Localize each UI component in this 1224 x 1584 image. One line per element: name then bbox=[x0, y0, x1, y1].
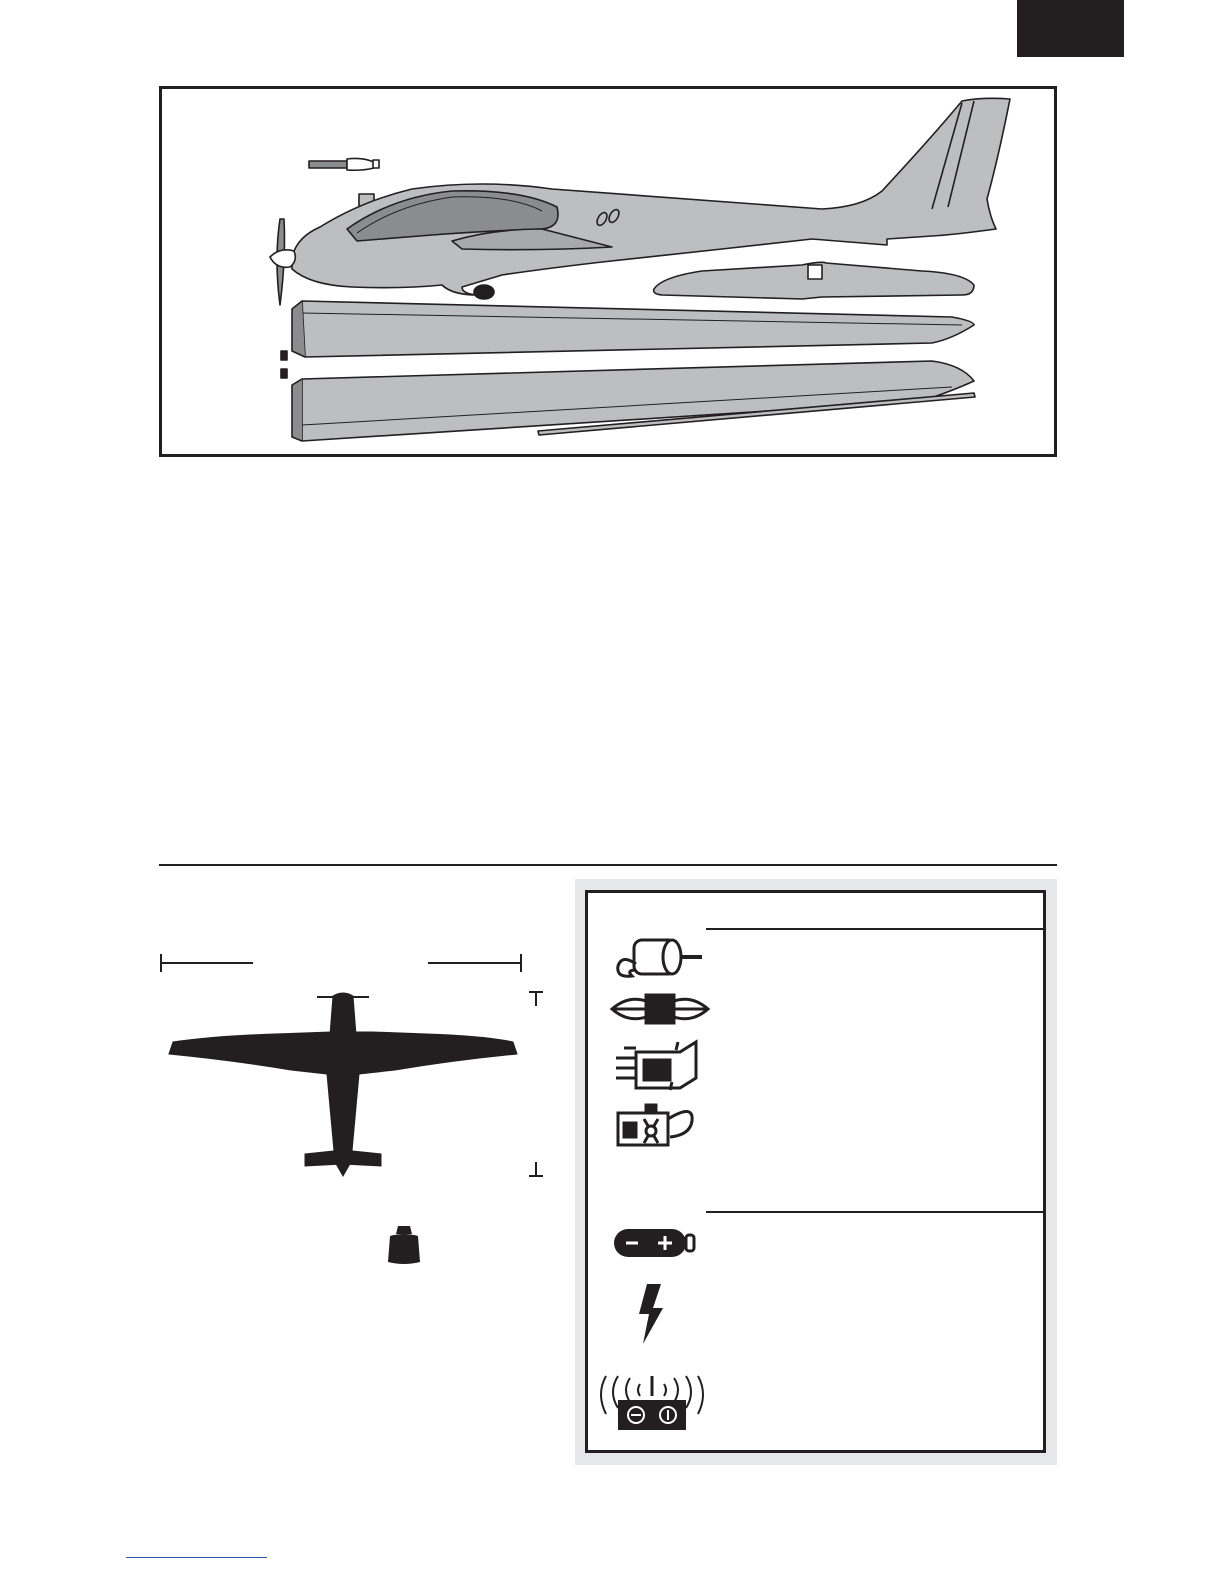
servo-lead-icon bbox=[309, 158, 379, 170]
footer-link-underline[interactable] bbox=[126, 1557, 267, 1558]
receiver-icon bbox=[612, 1038, 704, 1094]
servo-icon bbox=[614, 1103, 696, 1151]
length-marker bbox=[529, 992, 543, 1176]
transmitter-icon bbox=[596, 1374, 708, 1432]
screw-icon bbox=[281, 351, 287, 378]
wingspan-marker bbox=[161, 954, 521, 972]
box-contents-figure bbox=[159, 86, 1057, 457]
charger-icon bbox=[635, 1282, 667, 1346]
airplane-parts-illustration bbox=[162, 89, 1054, 454]
aircraft-silhouette-icon bbox=[169, 993, 517, 1176]
section-divider bbox=[159, 864, 1057, 866]
equipment-panel-body bbox=[585, 890, 1046, 1453]
weight-icon bbox=[384, 1224, 424, 1266]
motor-icon bbox=[612, 936, 708, 980]
wing-right bbox=[302, 301, 974, 357]
installed-section-rule bbox=[706, 928, 1046, 930]
esc-icon bbox=[608, 991, 712, 1027]
fuselage-shape bbox=[292, 98, 1010, 295]
battery-icon bbox=[612, 1226, 698, 1260]
aircraft-plan-view bbox=[155, 950, 550, 1185]
language-tab bbox=[1017, 0, 1124, 57]
equipment-panel bbox=[575, 879, 1057, 1465]
required-section-rule bbox=[706, 1211, 1046, 1213]
